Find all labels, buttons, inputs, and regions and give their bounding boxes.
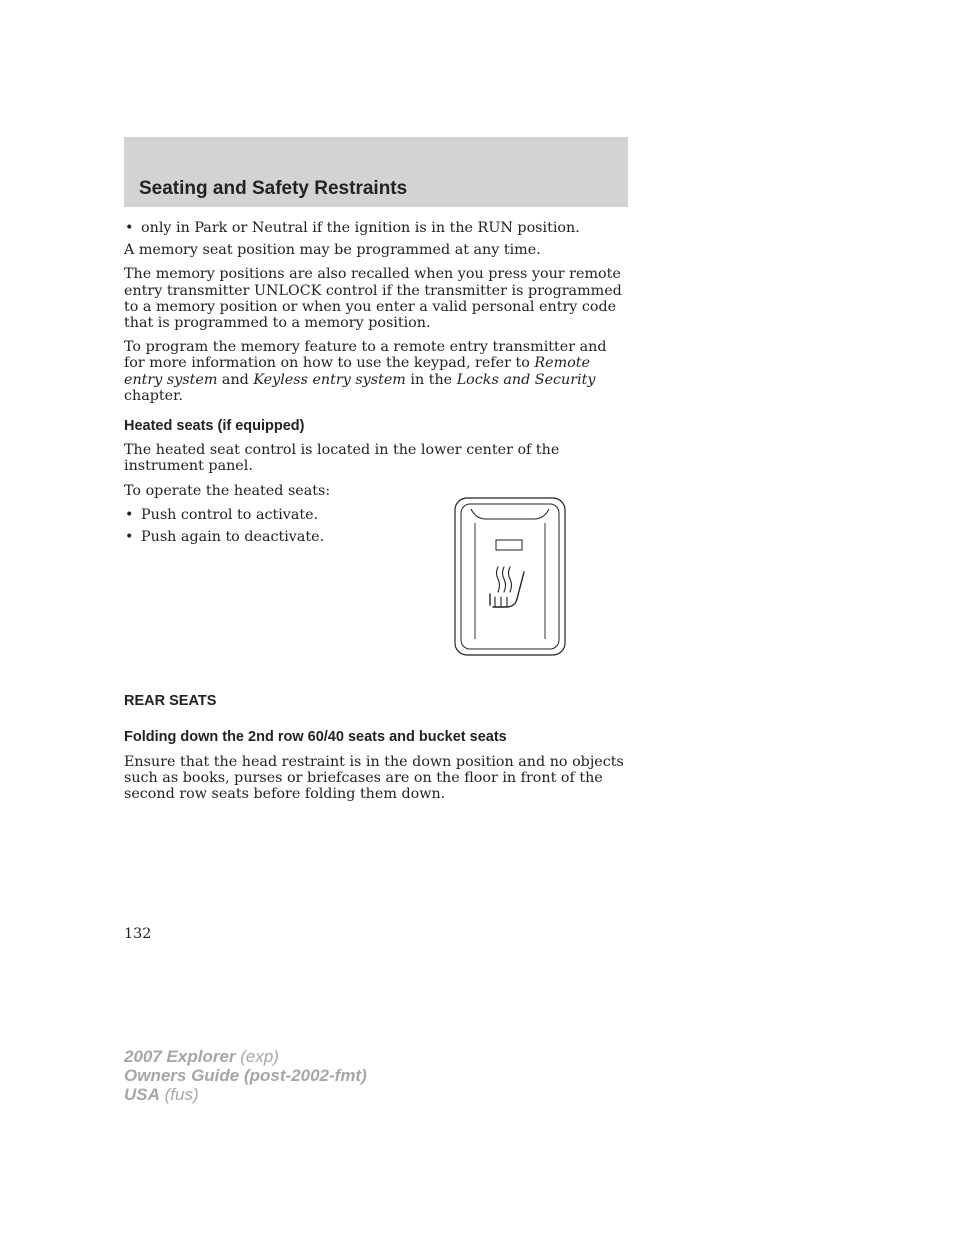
bullet-text: Push again to deactivate. bbox=[141, 529, 325, 546]
section-title: Seating and Safety Restraints bbox=[139, 178, 408, 199]
footer-line-3 bbox=[124, 1085, 367, 1104]
footer-market-code: (fus) bbox=[159, 1085, 199, 1104]
reference-locks-security: Locks and Security bbox=[456, 371, 596, 388]
reference-keyless-entry: Keyless entry system bbox=[253, 371, 406, 388]
footer-model-code: (exp) bbox=[235, 1047, 279, 1066]
paragraph-heated-location: The heated seat control is located in the lower center of the instrument panel. bbox=[124, 442, 560, 475]
document-footer bbox=[124, 1047, 367, 1104]
footer-guide: Owners Guide (post-2002-fmt) bbox=[124, 1066, 367, 1085]
paragraph-memory-any-time: A memory seat position may be programmed at any time. bbox=[124, 242, 541, 259]
heated-seat-switch-illustration bbox=[454, 497, 566, 656]
section-header-band bbox=[124, 137, 628, 207]
footer-market: USA bbox=[124, 1085, 160, 1104]
folding-seats-heading: Folding down the 2nd row 60/40 seats and bucket seats bbox=[124, 729, 507, 746]
footer-line-2 bbox=[124, 1066, 367, 1085]
page-number: 132 bbox=[124, 926, 152, 942]
paragraph-heated-operate: To operate the heated seats: bbox=[124, 482, 331, 499]
rear-seats-heading: REAR SEATS bbox=[124, 693, 217, 710]
bullet-item bbox=[124, 220, 624, 236]
program-text-and: and bbox=[217, 371, 254, 388]
heated-seat-switch-figure bbox=[454, 497, 566, 656]
program-text-in: in the bbox=[405, 371, 457, 388]
bullet-text: only in Park or Neutral if the ignition is in the RUN position. bbox=[141, 220, 580, 236]
heated-seats-heading: Heated seats (if equipped) bbox=[124, 418, 305, 435]
footer-model: 2007 Explorer bbox=[124, 1047, 236, 1066]
bullet-dot: • bbox=[125, 529, 134, 546]
paragraph-folding: Ensure that the head restraint is in the down position and no objects such as books, purses or briefcases are on the floor in front of the second row seats before folding them down. bbox=[124, 753, 624, 803]
bullet-dot: • bbox=[125, 506, 134, 523]
program-text-end: chapter. bbox=[124, 387, 183, 404]
footer-line-1 bbox=[124, 1047, 367, 1066]
paragraph-memory-recall: The memory positions are also recalled when you press your remote entry transmitter UNLOCK control if the transmitter is programmed to a memory position or when you enter a valid personal entry code that is programmed to a memory position. bbox=[124, 266, 622, 332]
paragraph-program-memory bbox=[124, 339, 624, 404]
program-text-start: To program the memory feature to a remote entry transmitter and for more information on how to use the keypad, refer to bbox=[124, 339, 607, 372]
bullet-dot: • bbox=[125, 220, 134, 236]
reference-remote-entry: Remote entry system bbox=[124, 355, 590, 388]
indicator-light bbox=[496, 540, 522, 550]
bullet-text: Push control to activate. bbox=[141, 506, 319, 523]
